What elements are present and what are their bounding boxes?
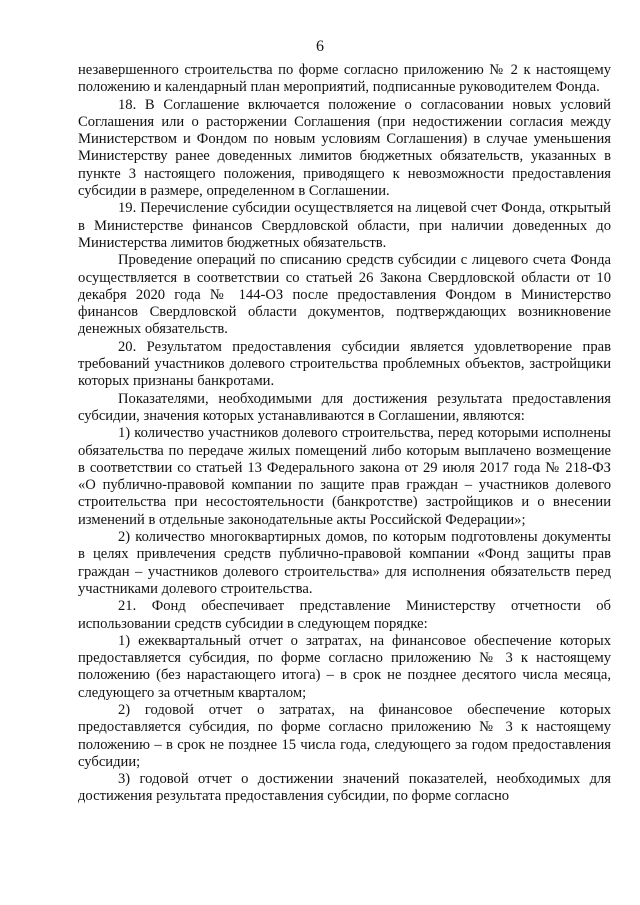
list-item-report-1: 1) ежеквартальный отчет о затратах, на финансовое обеспечение которых предоставляется субсидия, по форме согласно приложению № 3 к настоящему положению (без нарастающего итога) – в срок не позднее десятого числа месяца, следующего за отчетным кварталом; (78, 632, 611, 701)
paragraph-indicators-intro: Показателями, необходимыми для достижения результата предоставления субсидии, значения которых устанавливаются в Соглашении, являются: (78, 390, 611, 424)
document-body (78, 62, 611, 806)
page-number: 6 (316, 38, 324, 55)
paragraph-clause-20: 20. Результатом предоставления субсидии является удовлетворение прав требований участников долевого строительства проблемных объектов, застройщики которых признаны банкротами. (78, 338, 611, 390)
list-item-indicator-2: 2) количество многоквартирных домов, по которым подготовлены документы в целях привлечения средств публично-правовой компании «Фонд защиты прав граждан – участников долевого строительства» для исполнения обязательств перед участниками долевого строительства. (78, 529, 611, 597)
paragraph-continuation: незавершенного строительства по форме согласно приложению № 2 к настоящему положению и календарный план мероприятий, подписанные руководителем Фонда. (78, 62, 611, 96)
paragraph-clause-19: 19. Перечисление субсидии осуществляется на лицевой счет Фонда, открытый в Министерстве финансов Свердловской области, при наличии доведенных до Министерства лимитов бюджетных обязательств. (78, 200, 611, 251)
paragraph-clause-21: 21. Фонд обеспечивает представление Министерству отчетности об использовании средств субсидии в следующем порядке: (78, 598, 611, 632)
list-item-report-2: 2) годовой отчет о затратах, на финансовое обеспечение которых предоставляется субсидия, по форме согласно приложению № 3 к настоящему положению – в срок не позднее 15 числа года, следующего за годом предоставления субсидии; (78, 701, 611, 770)
paragraph-write-off-operations: Проведение операций по списанию средств субсидии с лицевого счета Фонда осуществляется в соответствии со статьей 26 Закона Свердловской области от 10 декабря 2020 года № 144-ОЗ после предоставления Фондом в Министерство финансов Свердловской области документов, подтверждающих возникновение денежных обязательств. (78, 252, 611, 338)
list-item-report-3: 3) годовой отчет о достижении значений показателей, необходимых для достижения результата предоставления субсидии, по форме согласно (78, 771, 611, 805)
list-item-indicator-1: 1) количество участников долевого строительства, перед которыми исполнены обязательства по передаче жилых помещений либо которым выплачено возмещение в соответствии со статьей 13 Федерального закона от 29 июля 2017 года № 218-ФЗ «О публично-правовой компании по защите прав граждан – участников долевого строительства при несостоятельности (банкротстве) застройщиков и о внесении изменений в отдельные законодательные акты Российской Федерации»; (78, 425, 611, 528)
paragraph-clause-18: 18. В Соглашение включается положение о согласовании новых условий Соглашения или о расторжении Соглашения (при недостижении согласия между Министерством и Фондом по новым условиям Соглашения) в случае уменьшения Министерству ранее доведенных лимитов бюджетных обязательств, указанных в пункте 3 настоящего положения, приводящего к невозможности предоставления субсидии в размере, определенном в Соглашении. (78, 96, 611, 200)
